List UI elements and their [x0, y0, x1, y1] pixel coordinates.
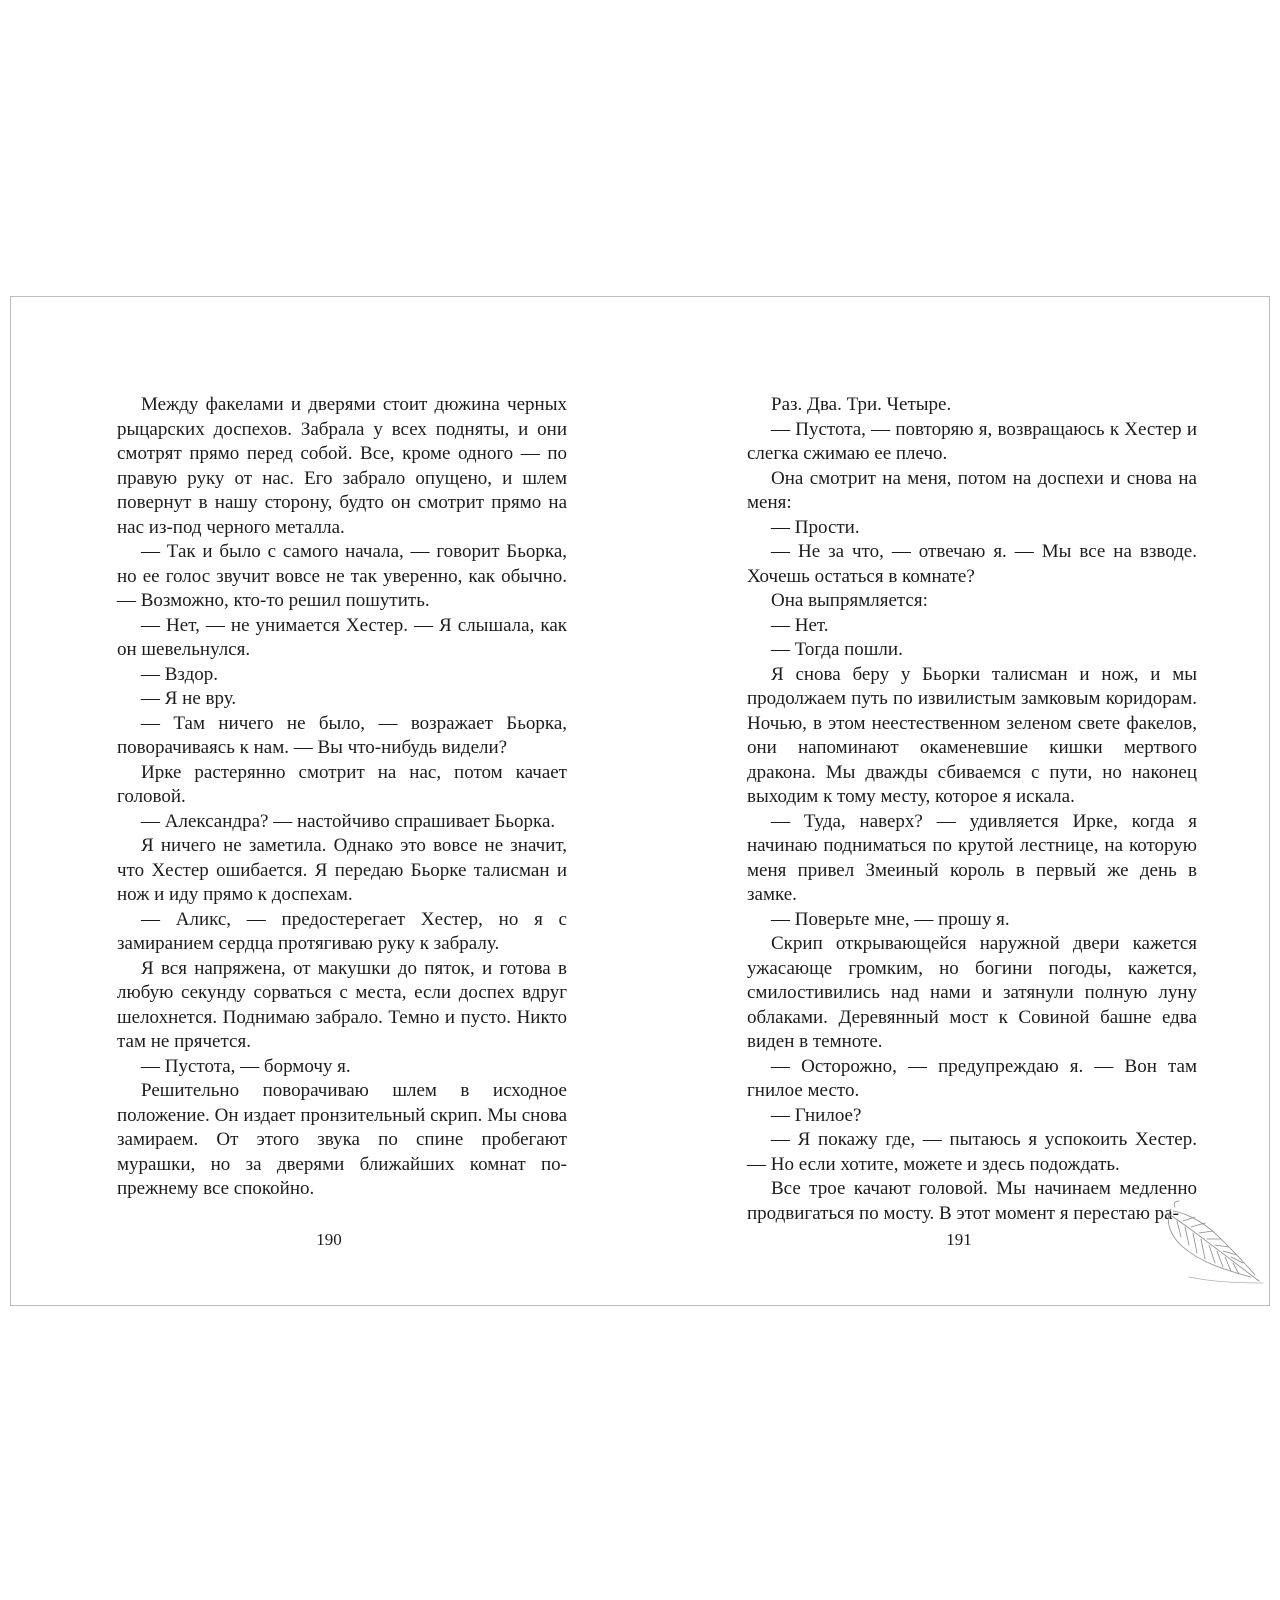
paragraph: Между факелами и дверями стоит дюжина черных рыцарских доспехов. Забрала у всех подняты, и они смотрят прямо перед собой. Все, кроме одного — по правую руку от нас. Его забрало опущено, и шлем повернут в нашу сторону, будто он смотрит прямо на нас из-под черного металла. — [117, 394, 567, 538]
paragraph: — Нет. — [771, 614, 829, 636]
page-number-right: 191 — [946, 1230, 972, 1249]
paragraph: Скрип открывающейся наружной двери кажется ужасающе громким, но богини погоды, кажется, смилостивились над нами и затянули полную луну облаками. Деревянный мост к Совиной башне едва виден в темноте. — [747, 933, 1197, 1052]
paragraph: — Тогда пошли. — [771, 639, 903, 660]
right-page-text — [747, 393, 1197, 1226]
paragraph: — Вздор. — [141, 663, 219, 685]
paragraph: — Поверьте мне, — прошу я. — [771, 908, 1010, 930]
paragraph: — Нет, — не унимается Хестер. — Я слышала, как он шевельнулся. — [117, 614, 567, 660]
paragraph: — Я не вру. — [141, 688, 237, 709]
paragraph: — Пустота, — повторяю я, возвращаюсь к Хестер и слегка сжимаю ее плечо. — [747, 418, 1197, 464]
paragraph: Ирке растерянно смотрит на нас, потом качает головой. — [117, 761, 567, 807]
left-page-text — [117, 393, 567, 1202]
paragraph: — Туда, наверх? — удивляется Ирке, когда я начинаю подниматься по крутой лестнице, на которую меня привел Змеиный король в первый же день в замке. — [747, 810, 1197, 905]
paragraph: — Гнилое? — [771, 1104, 862, 1126]
paragraph: — Я покажу где, — пытаюсь я успокоить Хестер. — Но если хотите, можете и здесь подождать. — [747, 1129, 1197, 1175]
paragraph: — Прости. — [771, 516, 860, 538]
paragraph: — Там ничего не было, — возражает Бьорка, поворачиваясь к нам. — Вы что-нибудь видели? — [117, 712, 567, 758]
paragraph: Я вся напряжена, от макушки до пяток, и готова в любую секунду сорваться с места, если доспех вдруг шелохнется. Поднимаю забрало. Темно и пусто. Никто там не прячется. — [117, 957, 567, 1052]
paragraph: — Аликс, — предостерегает Хестер, но я с замиранием сердца протягиваю руку к забралу. — [117, 908, 567, 954]
paragraph: — Так и было с самого начала, — говорит Бьорка, но ее голос звучит вовсе не так уверенно, как обычно. — Возможно, кто-то решил пошутить. — [117, 541, 567, 611]
paragraph: Она смотрит на меня, потом на доспехи и снова на меня: — [747, 467, 1197, 513]
paragraph: — Александра? — настойчиво спрашивает Бьорка. — [141, 810, 556, 832]
paragraph: — Осторожно, — предупреждаю я. — Вон там гнилое место. — [747, 1055, 1197, 1101]
feather-icon — [1159, 1199, 1269, 1289]
paragraph: Я снова беру у Бьорки талисман и нож, и мы продолжаем путь по извилистым замковым коридорам. Ночью, в этом неестественном зеленом свете факелов, они напоминают окаменевшие кишки мертвого дракона. Мы дважды сбиваемся с пути, но наконец выходим к тому месту, которое я искала. — [747, 663, 1197, 807]
paragraph: Все трое качают головой. Мы начинаем медленно продвигаться по мосту. В этот момент я перестаю ра- — [747, 1178, 1197, 1224]
paragraph: Она выпрямляется: — [771, 590, 928, 611]
paragraph: — Не за что, — отвечаю я. — Мы все на взводе. Хочешь остаться в комнате? — [747, 541, 1197, 587]
paragraph: Решительно поворачиваю шлем в исходное положение. Он издает пронзительный скрип. Мы снова замираем. От этого звука по спине пробегают мурашки, но за дверями ближайших комнат по-прежнему все спокойно. — [117, 1080, 567, 1199]
book-spread — [10, 296, 1270, 1306]
paragraph: Раз. Два. Три. Четыре. — [771, 394, 952, 415]
paragraph: — Пустота, — бормочу я. — [141, 1055, 351, 1077]
paragraph: Я ничего не заметила. Однако это вовсе не значит, что Хестер ошибается. Я передаю Бьорке талисман и нож и иду прямо к доспехам. — [117, 835, 567, 905]
page-number-left: 190 — [316, 1230, 342, 1249]
